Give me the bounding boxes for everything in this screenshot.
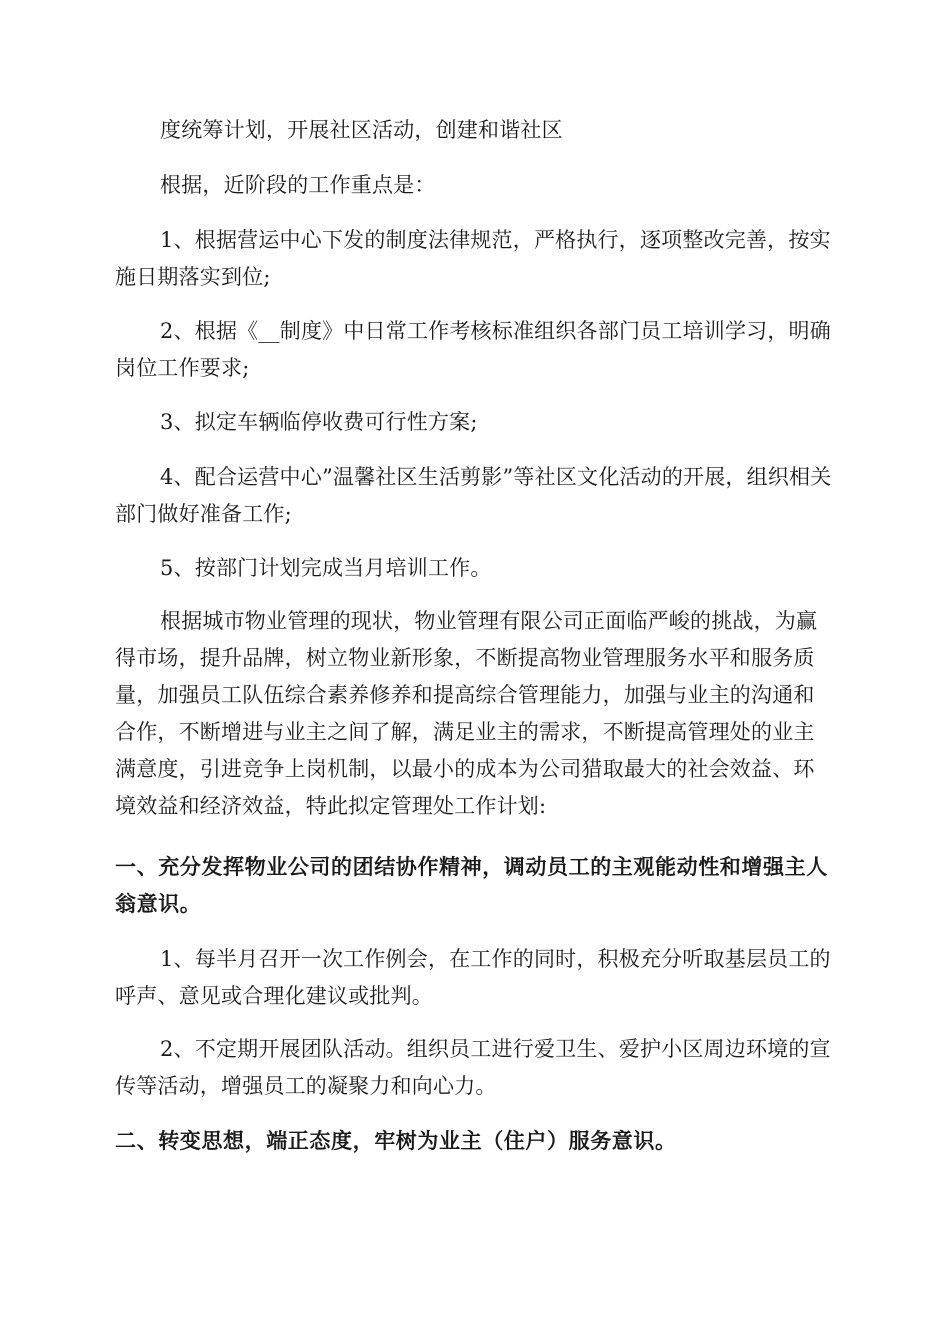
section-heading-1: 一、充分发挥物业公司的团结协作精神，调动员工的主观能动性和增强主人翁意识。 xyxy=(115,855,828,916)
section1-item-2: 2、不定期开展团队活动。组织员工进行爱卫生、爱护小区周边环境的宣传等活动，增强员工的凝聚力和向心力。 xyxy=(115,1037,831,1098)
list-item-1: 1、根据营运中心下发的制度法律规范，严格执行，逐项整改完善，按实施日期落实到位; xyxy=(115,228,831,289)
list-item-4: 4、配合运营中心”温馨社区生活剪影”等社区文化活动的开展，组织相关部门做好准备工作; xyxy=(115,465,832,526)
paragraph-intro: 根据，近阶段的工作重点是： xyxy=(160,173,436,197)
section-heading-2: 二、转变思想，端正态度，牢树为业主（住户）服务意识。 xyxy=(115,1129,677,1153)
list-item-3: 3、拟定车辆临停收费可行性方案; xyxy=(160,410,478,434)
paragraph-body: 根据城市物业管理的现状，物业管理有限公司正面临严峻的挑战，为赢得市场，提升品牌，树立物业新形象，不断提高物业管理服务水平和服务质量，加强员工队伍综合素养修养和提高综合管理能力，加强与业主的沟通和合作，不断增进与业主之间了解，满足业主的需求，不断提高管理处的业主满意度，引进竞争上岗机制，以最小的成本为公司猎取最大的社会效益、环境效益和经济效益，特此拟定管理处工作计划: xyxy=(115,609,818,818)
list-item-5: 5、按部门计划完成当月培训工作。 xyxy=(160,556,492,580)
list-item-2: 2、根据《__制度》中日常工作考核标准组织各部门员工培训学习，明确岗位工作要求; xyxy=(115,319,831,380)
paragraph-continuation: 度统筹计划，开展社区活动，创建和谐社区 xyxy=(160,118,563,142)
section1-item-1: 1、每半月召开一次工作例会，在工作的同时，积极充分听取基层员工的呼声、意见或合理化建议或批判。 xyxy=(115,947,831,1008)
